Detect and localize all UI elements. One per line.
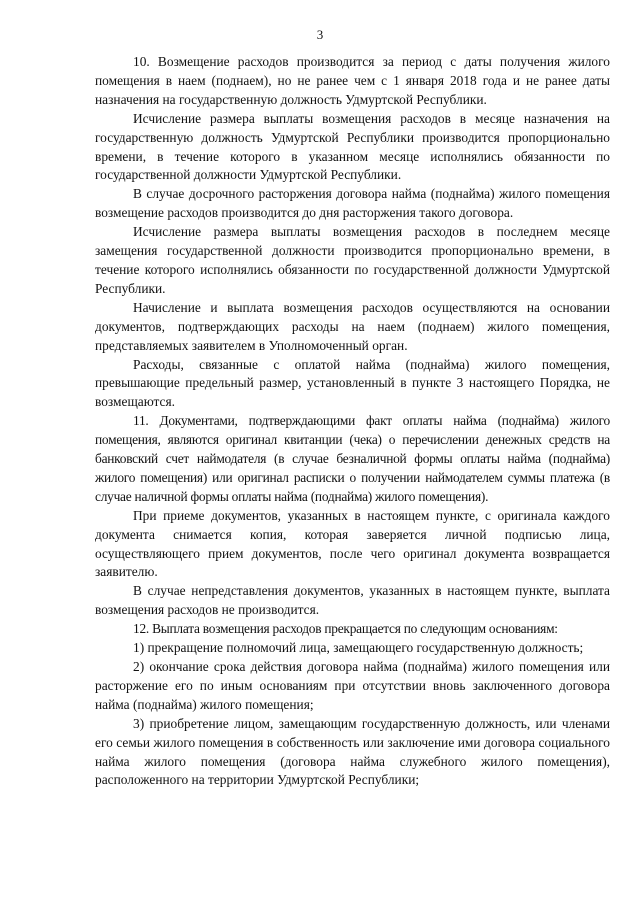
list-item-2: 2) окончание срока действия договора найма (поднайма) жилого помещения или расторжение его по иным основаниям при отсутствии вновь заключенного договора найма (поднайма) жилого помещения; <box>95 659 610 712</box>
document-body <box>95 53 610 790</box>
paragraph-excess-expenses: Расходы, связанные с оплатой найма (поднайма) жилого помещения, превышающие предельный размер, установленный в пункте 3 настоящего Порядка, не возмещаются. <box>95 356 610 410</box>
list-item-1: 1) прекращение полномочий лица, замещающего государственную должность; <box>133 640 584 656</box>
paragraph-calculation-first-month: Исчисление размера выплаты возмещения расходов в месяце назначения на государственную должность Удмуртской Республики производится пропорционально времени, в течение которого в указанном месяце исполнялись обязанности по государственной должности Удмуртской Республики. <box>95 110 610 183</box>
paragraph-10-period: 10. Возмещение расходов производится за период с даты получения жилого помещения в наем (поднаем), но не ранее чем с 1 января 2018 года и не ранее даты назначения на государственную должность Удмуртской Республики. <box>95 54 610 107</box>
paragraph-11-documents: 11. Документами, подтверждающими факт оплаты найма (поднайма) жилого помещения, являются оригинал квитанции (чека) о перечислении денежных средств на банковский счет наймодателя (в случае безналичной формы оплаты найма (поднайма) жилого помещения) или оригинал расписки о получении наймодателем суммы платежа (в случае наличной формы оплаты найма (поднайма) жилого помещения). <box>95 413 610 504</box>
paragraph-early-termination: В случае досрочного расторжения договора найма (поднайма) жилого помещения возмещение расходов производится до дня расторжения такого договора. <box>95 186 610 221</box>
paragraph-accrual-basis: Начисление и выплата возмещения расходов осуществляются на основании документов, подтверждающих расходы на наем (поднаем) жилого помещения, представляемых заявителем в Уполномоченный орган. <box>95 299 610 353</box>
page-number: 3 <box>316 27 324 42</box>
paragraph-calculation-last-month: Исчисление размера выплаты возмещения расходов в последнем месяце замещения государственной должности производится пропорционально времени, в течение которого исполнялись обязанности по государственной должности Удмуртской Республики. <box>95 224 610 296</box>
paragraph-non-submission: В случае непредставления документов, указанных в настоящем пункте, выплата возмещения расходов не производится. <box>95 583 610 618</box>
paragraph-12-termination: 12. Выплата возмещения расходов прекращается по следующим основаниям: <box>133 621 558 637</box>
paragraph-document-acceptance: При приеме документов, указанных в настоящем пункте, с оригинала каждого документа снимается копия, которая заверяется личной подписью лица, осуществляющего прием документов, после чего оригинал документа возвращается заявителю. <box>95 507 610 580</box>
list-item-3: 3) приобретение лицом, замещающим государственную должность, или членами его семьи жилого помещения в собственность или заключение ими договора социального найма жилого помещения (договора найма служебного жилого помещения), расположенного на территории Удмуртской Республики; <box>95 715 610 788</box>
